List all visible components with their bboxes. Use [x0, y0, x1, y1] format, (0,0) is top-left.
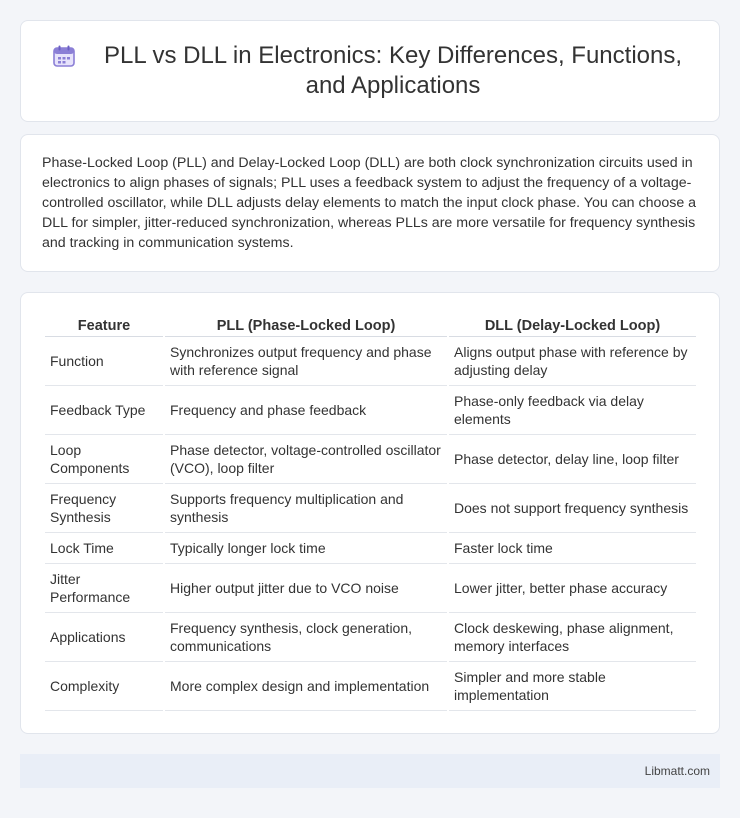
- footer-brand[interactable]: Libmatt.com: [644, 764, 710, 778]
- table-row: [45, 613, 696, 662]
- cell-pll: Synchronizes output frequency and phase with reference signal: [165, 337, 447, 386]
- table-row: [45, 386, 696, 435]
- cell-dll: Aligns output phase with reference by adjusting delay: [449, 337, 696, 386]
- table-row: [45, 484, 696, 533]
- comparison-table: [43, 313, 698, 711]
- calendar-icon: [51, 43, 77, 69]
- cell-feature: Jitter Performance: [45, 564, 163, 613]
- cell-feature: Loop Components: [45, 435, 163, 484]
- cell-feature: Function: [45, 337, 163, 386]
- page-title: PLL vs DLL in Electronics: Key Differences, Functions, and Applications: [103, 42, 683, 99]
- cell-pll: More complex design and implementation: [165, 662, 447, 711]
- cell-dll: Faster lock time: [449, 533, 696, 564]
- comparison-card: [20, 292, 720, 734]
- header-feature: Feature: [45, 313, 163, 337]
- cell-pll: Phase detector, voltage-controlled oscillator (VCO), loop filter: [165, 435, 447, 484]
- table-row: [45, 662, 696, 711]
- table-header-row: [45, 313, 696, 337]
- cell-pll: Typically longer lock time: [165, 533, 447, 564]
- table-row: [45, 435, 696, 484]
- cell-dll: Phase detector, delay line, loop filter: [449, 435, 696, 484]
- intro-paragraph: Phase-Locked Loop (PLL) and Delay-Locked Loop (DLL) are both clock synchronization circuits used in electronics to align phases of signals; PLL uses a feedback system to adjust the frequency of a voltage-controlled oscillator, while DLL adjusts delay elements to match the input clock phase. You can choose a DLL for simpler, jitter-reduced synchronization, whereas PLLs are more versatile for frequency synthesis and tracking in communication systems.: [42, 155, 697, 251]
- cell-pll: Frequency and phase feedback: [165, 386, 447, 435]
- cell-feature: Lock Time: [45, 533, 163, 564]
- cell-dll: Does not support frequency synthesis: [449, 484, 696, 533]
- cell-feature: Applications: [45, 613, 163, 662]
- cell-pll: Higher output jitter due to VCO noise: [165, 564, 447, 613]
- table-row: [45, 564, 696, 613]
- footer-bar: [20, 754, 720, 788]
- cell-feature: Frequency Synthesis: [45, 484, 163, 533]
- intro-card: [20, 134, 720, 272]
- header-pll: PLL (Phase-Locked Loop): [165, 313, 447, 337]
- cell-dll: Phase-only feedback via delay elements: [449, 386, 696, 435]
- cell-pll: Supports frequency multiplication and synthesis: [165, 484, 447, 533]
- title-card: [20, 20, 720, 122]
- cell-feature: Complexity: [45, 662, 163, 711]
- cell-dll: Simpler and more stable implementation: [449, 662, 696, 711]
- title-wrap: [51, 41, 689, 101]
- cell-dll: Lower jitter, better phase accuracy: [449, 564, 696, 613]
- cell-feature: Feedback Type: [45, 386, 163, 435]
- cell-dll: Clock deskewing, phase alignment, memory interfaces: [449, 613, 696, 662]
- table-row: [45, 533, 696, 564]
- header-dll: DLL (Delay-Locked Loop): [449, 313, 696, 337]
- cell-pll: Frequency synthesis, clock generation, communications: [165, 613, 447, 662]
- table-row: [45, 337, 696, 386]
